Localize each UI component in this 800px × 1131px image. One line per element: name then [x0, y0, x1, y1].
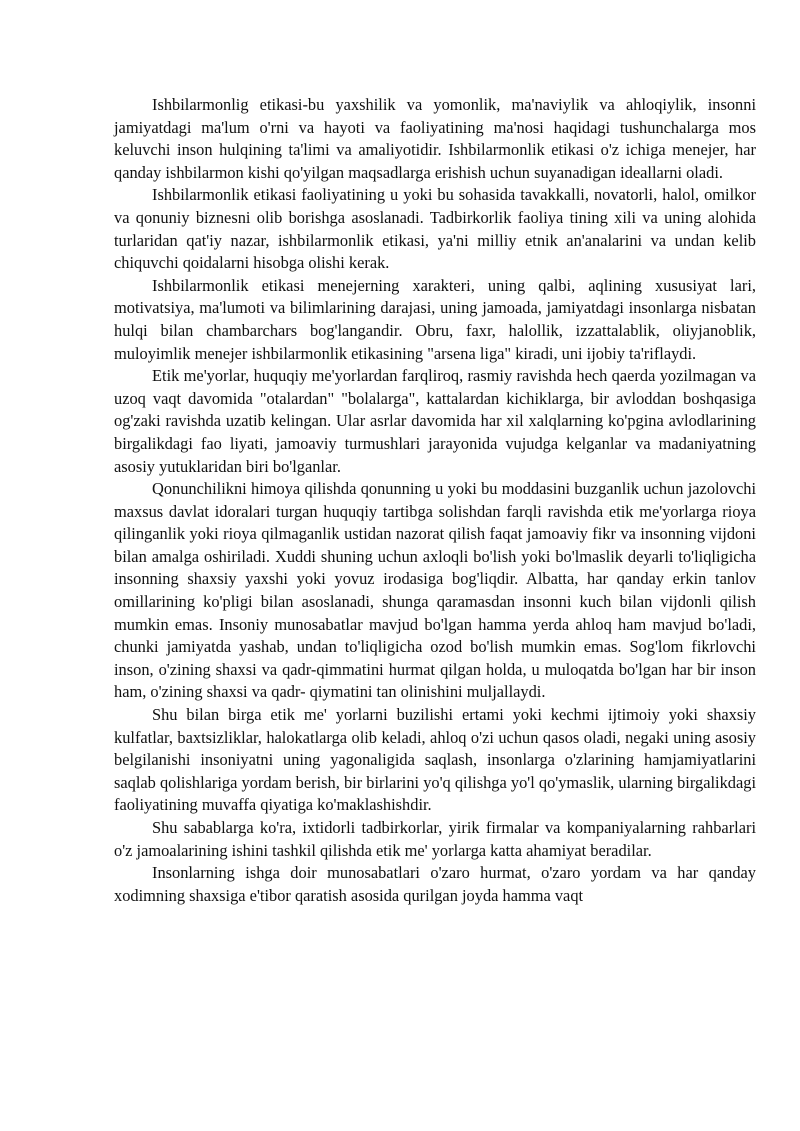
paragraph-manager-character: Ishbilarmonlik etikasi menejerning xarakteri, uning qalbi, aqlining xususiyat lari, motivatsiya, ma'lumoti va bilimlarining darajasi, uning jamoada, jamiyatdagi insonlarga nisbatan hulqi bilan chambarchars bog'langandir. Obru, faxr, halollik, izzattalablik, oliyjanoblik, muloyimlik menejer ishbilarmonlik etikasining "arsena liga" kiradi, uni ijobiy ta'riflaydi.: [114, 275, 756, 363]
document-page: [114, 94, 756, 907]
paragraph-business-ethics-definition: Ishbilarmonlig etikasi-bu yaxshilik va yomonlik, ma'naviylik va ahloqiylik, insonni jamiyatdagi ma'lum o'rni va hayoti va faoliyatining ma'nosi haqidagi tushunchalarga mos keluvchi inson hulqining ta'limi va amaliyotidir. Ishbilarmonlik etikasi o'z ichiga menejer, har qanday ishbilarmon kishi qo'yilgan maqsadlarga erishish uchun suyanadigan ideallarni oladi.: [114, 95, 756, 182]
paragraph-work-relations: Insonlarning ishga doir munosabatlari o'zaro hurmat, o'zaro yordam va har qanday xodimning shaxsiga e'tibor qaratish asosida qurilgan joyda hamma vaqt: [114, 863, 756, 905]
paragraph-law-vs-ethics: Qonunchilikni himoya qilishda qonunning u yoki bu moddasini buzganlik uchun jazolovchi maxsus davlat idoralari turgan huquqiy tartibga solishdan farqli ravishda etik me'yorlarga rioya qilinganlik yoki rioya qilmaganlik ustidan nazorat qilish faqat jamoaviy fikr va insonning vijdoni bilan amalga oshiriladi. Xuddi shuning uchun axloqli bo'lish yoki bo'lmaslik deyarli to'liqligicha insonning shaxsiy yaxshi yoki yovuz irodasiga bog'liqdir. Albatta, har qanday erkin tanlov omillarining ko'pligi bilan asoslanadi, shunga qaramasdan insonni kuch bilan vijdonli qilish mumkin emas. Insoniy munosabatlar mavjud bo'lgan hamma yerda ahloq ham mavjud bo'ladi, chunki jamiyatda yashab, undan to'liqligicha ozod bo'lish mumkin emas. Sog'lom fikrlovchi inson, o'zining shaxsi va qadr-qimmatini hurmat qilgan holda, u muloqatda bo'lgan har bir inson ham, o'zining shaxsi va qadr- qiymatini tan olinishini muljallaydi.: [114, 479, 756, 702]
paragraph-ethical-norms: Etik me'yorlar, huquqiy me'yorlardan farqliroq, rasmiy ravishda hech qaerda yozilmagan va uzoq vaqt davomida "otalardan" "bolalarga", kattalardan kichiklarga, bir avloddan boshqasiga og'zaki ravishda uzatib kelingan. Ular asrlar davomida har xil xalqlarning ko'pgina avlodlarining birgalikdagi fao liyati, jamoaviy turmushlari jarayonida vujudga kelganlar va madaniyatning asosiy yutuklaridan biri bo'lganlar.: [114, 366, 756, 476]
paragraph-violation-consequences: Shu bilan birga etik me' yorlarni buzilishi ertami yoki kechmi ijtimoiy yoki shaxsiy kulfatlar, baxtsizliklar, halokatlarga olib keladi, ahloq o'zi uchun qasos oladi, negaki uning asosiy belgilanishi insoniyatni uning yagonaligida saqlash, insonlarga o'zlarining hamjamiyatlarini saqlab qolishlariga yordam berish, bir birlarini yo'q qilishga yo'l qo'ymaslik, ularning birgalikdagi faoliyatining muvaffa qiyatiga ko'maklashishdir.: [114, 705, 756, 815]
paragraph-ethics-foundations: Ishbilarmonlik etikasi faoliyatining u yoki bu sohasida tavakkalli, novatorli, halol, omilkor va qonuniy biznesni olib borishga asoslanadi. Tadbirkorlik faoliya tining xili va uning alohida turlaridan qat'iy nazar, ishbilarmonlik etikasi, ya'ni milliy etnik an'analarini va undan kelib chiquvchi qoidalarni hisobga olishi kerak.: [114, 185, 756, 273]
paragraph-entrepreneurs-importance: Shu sabablarga ko'ra, ixtidorli tadbirkorlar, yirik firmalar va kompaniyalarning rahbarlari o'z jamoalarining ishini tashkil qilishda etik me' yorlarga katta ahamiyat beradilar.: [114, 818, 756, 860]
